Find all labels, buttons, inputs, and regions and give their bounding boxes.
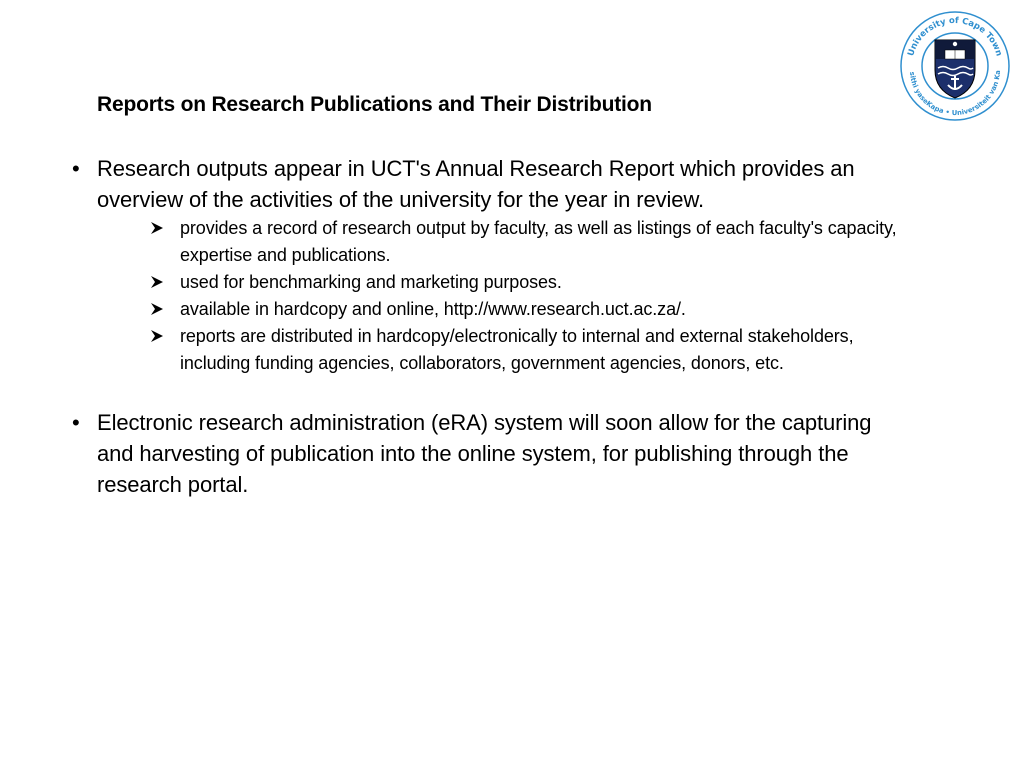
sub-bullet-text: used for benchmarking and marketing purposes. <box>180 272 562 292</box>
seal-bottom-text: sithi yaseKapa • Universiteit van Ka <box>908 69 1003 118</box>
bullet-item <box>0 153 907 215</box>
sub-bullet-text: available in hardcopy and online, http://www.research.uct.ac.za/. <box>180 299 686 319</box>
sub-bullet-text: provides a record of research output by faculty, as well as listings of each faculty's capacity, expertise and publications. <box>180 218 897 265</box>
sub-bullet-item <box>0 323 900 377</box>
bullet-spacer <box>0 377 1024 407</box>
university-crest-icon <box>898 10 1012 122</box>
university-seal-logo <box>898 10 1012 122</box>
bullet-list <box>0 153 1024 500</box>
sub-bullet-text: reports are distributed in hardcopy/electronically to internal and external stakeholders, including funding agencies, collaborators, government agencies, donors, etc. <box>180 326 854 373</box>
bullet-text: Electronic research administration (eRA) system will soon allow for the capturing and harvesting of publication into the online system, for publishing through the research portal. <box>97 410 872 497</box>
sub-bullet-item <box>0 296 900 323</box>
sub-bullet-item <box>0 215 900 269</box>
bullet-text: Research outputs appear in UCT's Annual Research Report which provides an overview of the activities of the university for the year in review. <box>97 156 855 212</box>
sub-bullet-item <box>0 269 900 296</box>
bullet-item <box>0 407 907 500</box>
arrowhead-bullet-icon <box>150 275 164 289</box>
slide-title: Reports on Research Publications and Their Distribution <box>97 93 652 116</box>
sub-bullet-list <box>0 215 1024 377</box>
seal-top-text: University of Cape Town <box>906 15 1004 58</box>
bullet-dot-icon: • <box>72 156 80 181</box>
arrowhead-bullet-icon <box>150 329 164 343</box>
arrowhead-bullet-icon <box>150 221 164 235</box>
bullet-dot-icon: • <box>72 410 80 435</box>
arrowhead-bullet-icon <box>150 302 164 316</box>
